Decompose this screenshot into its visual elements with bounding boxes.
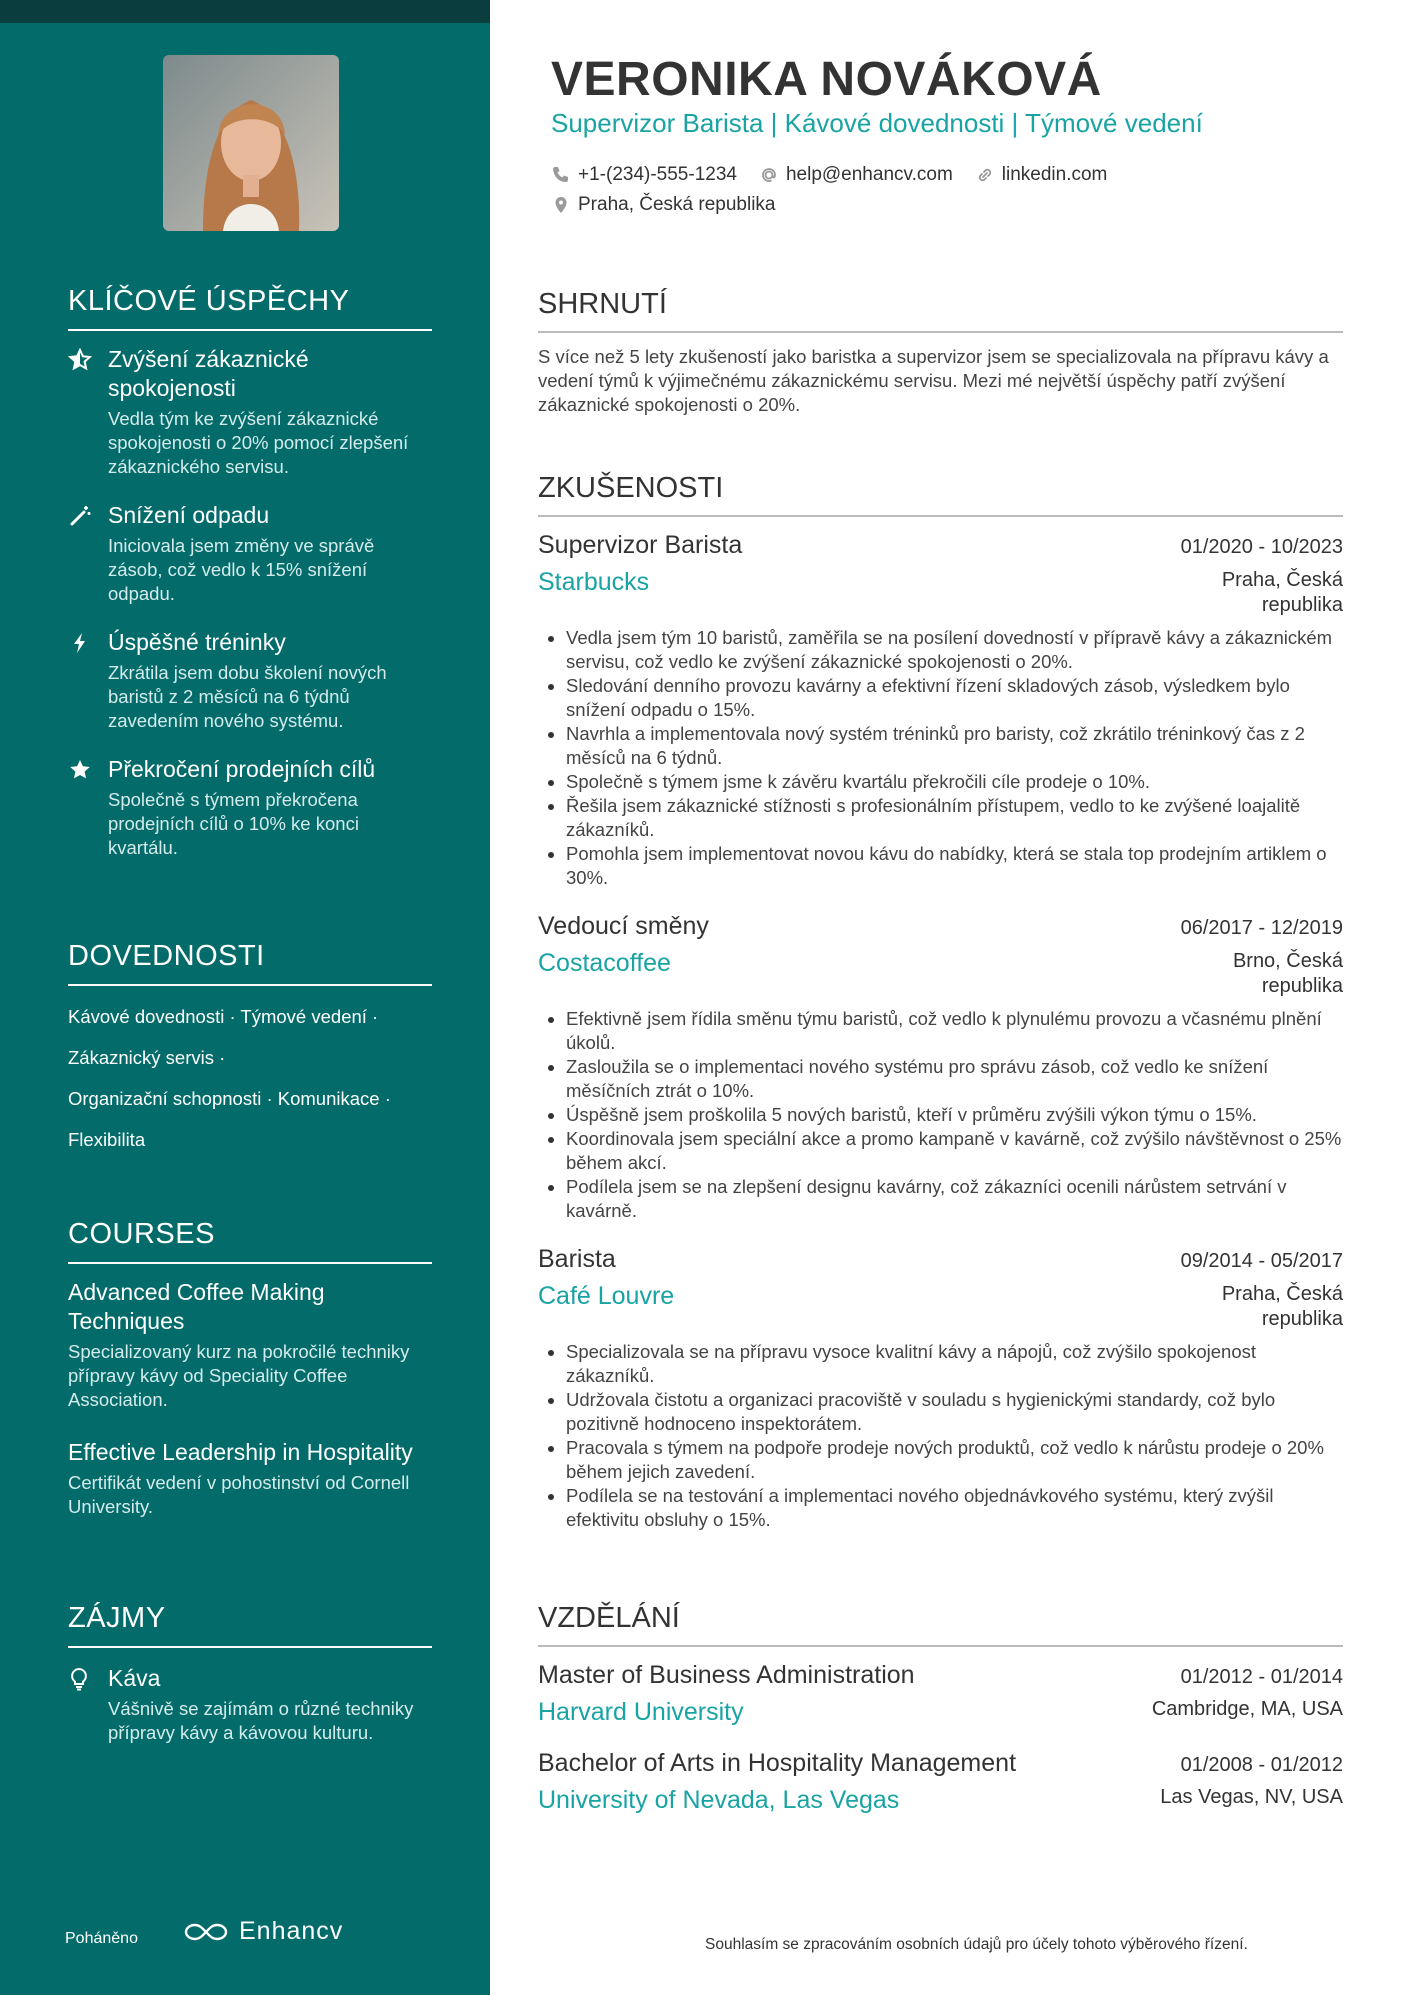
- school: University of Nevada, Las Vegas: [538, 1786, 900, 1814]
- job-role: Supervizor Barista: [538, 531, 743, 559]
- consent-footer: Souhlasím se zpracováním osobních údajů pro účely tohoto výběrového řízení.: [705, 1936, 1248, 1953]
- summary-section: [538, 288, 1343, 417]
- achievement-title: Úspěšné tréninky: [108, 629, 286, 655]
- profile-photo: [163, 55, 339, 231]
- infinity-icon: [183, 1920, 229, 1944]
- job-bullet: • Koordinovala jsem speciální akce a promo kampaně v kavárně, což zvýšilo návštěvnost o 25% během akcí.: [566, 1127, 1343, 1175]
- job-entry: [538, 912, 1343, 1223]
- experience-section: [538, 472, 1343, 1532]
- job-company: Starbucks: [538, 568, 650, 596]
- interest-item: [68, 1664, 432, 1745]
- education-title: VZDĚLÁNÍ: [538, 1602, 1343, 1647]
- achievement-desc: Zkrátila jsem dobu školení nových baristů z 2 měsíců na 6 týdnů zavedením nového systému.: [108, 662, 387, 731]
- courses-section: [68, 1218, 432, 1519]
- achievement-item: [68, 755, 432, 860]
- lightbulb-icon: [68, 1664, 108, 1745]
- interest-title: Káva: [108, 1665, 161, 1691]
- job-company: Café Louvre: [538, 1282, 675, 1310]
- summary-text: S více než 5 lety zkušeností jako baristka a supervizor jsem se specializovala na přípravu kávy a vedení týmů k výjimečnému zákaznickému servisu. Mezi mé největší úspěchy patří zvýšení zákaznické spokojenosti o 20%.: [538, 346, 1329, 415]
- job-entry: [538, 531, 1343, 890]
- skills-list: [68, 996, 432, 1160]
- job-bullet: • Pracovala s týmem na podpoře prodeje nových produktů, což vedlo k nárůstu prodeje o 20% během jejich zavedení.: [566, 1436, 1343, 1484]
- job-bullet: • Podílela jsem se na zlepšení designu kavárny, což zákazníci ocenili nárůstem setrvání v kavárně.: [566, 1175, 1343, 1223]
- candidate-tagline: Supervizor Barista | Kávové dovednosti | Týmové vedení: [551, 108, 1203, 138]
- education-location: Las Vegas, NV, USA: [1160, 1786, 1343, 1808]
- course-desc: Specializovaný kurz na pokročilé techniky přípravy kávy od Speciality Coffee Association.: [68, 1341, 410, 1410]
- degree: Bachelor of Arts in Hospitality Management: [538, 1749, 1017, 1777]
- job-bullet: • Podílela se na testování a implementaci nového objednávkového systému, který zvýšil efektivitu obsluhy o 15%.: [566, 1484, 1343, 1532]
- achievement-title: Snížení odpadu: [108, 502, 270, 528]
- job-bullets: [538, 1007, 1343, 1223]
- experience-title: ZKUŠENOSTI: [538, 472, 1343, 517]
- skills-line: Kávové dovednosti · Týmové vedení ·: [68, 1006, 379, 1027]
- lightning-icon: [68, 628, 108, 733]
- candidate-name: VERONIKA NOVÁKOVÁ: [551, 53, 1102, 106]
- skills-line: Zákaznický servis ·: [68, 1047, 226, 1068]
- linkedin-text: linkedin.com: [1001, 164, 1108, 185]
- achievement-title: Zvýšení zákaznické spokojenosti: [108, 346, 309, 401]
- achievement-desc: Iniciovala jsem změny ve správě zásob, což vedlo k 15% snížení odpadu.: [108, 535, 375, 604]
- job-bullet: • Společně s týmem jsme k závěru kvartálu překročili cíle prodeje o 10%.: [566, 770, 1343, 794]
- powered-by-label: Poháněno: [65, 1930, 138, 1947]
- achievements-title: KLÍČOVÉ ÚSPĚCHY: [68, 285, 432, 331]
- sidebar: [0, 0, 490, 1995]
- linkedin-contact[interactable]: [975, 164, 1108, 186]
- contact-info: [551, 160, 1107, 220]
- job-location: Praha, Česká republika: [1221, 1283, 1343, 1330]
- courses-title: COURSES: [68, 1218, 432, 1264]
- job-company: Costacoffee: [538, 949, 671, 977]
- education-entry: [538, 1661, 1343, 1727]
- job-dates: 09/2014 - 05/2017: [1180, 1250, 1343, 1272]
- job-dates: 01/2020 - 10/2023: [1180, 536, 1343, 558]
- summary-title: SHRNUTÍ: [538, 288, 1343, 333]
- achievement-item: [68, 628, 432, 733]
- job-bullet: • Udržovala čistotu a organizaci pracoviště v souladu s hygienickými standardy, což bylo pozitivně hodnoceno inspektorátem.: [566, 1388, 1343, 1436]
- phone-text: +1-(234)-555-1234: [578, 164, 737, 185]
- job-bullet: • Navrhla a implementovala nový systém tréninků pro baristy, což zkrátilo tréninkový čas z 2 měsíců na 6 týdnů.: [566, 722, 1343, 770]
- education-location: Cambridge, MA, USA: [1151, 1698, 1343, 1720]
- course-desc: Certifikát vedení v pohostinství od Cornell University.: [68, 1472, 410, 1517]
- achievement-desc: Vedla tým ke zvýšení zákaznické spokojenosti o 20% pomocí zlepšení zákaznického servisu.: [108, 408, 409, 477]
- job-bullet: • Řešila jsem zákaznické stížnosti s profesionálním přístupem, vedlo to ke zvýšené loajalitě zákazníků.: [566, 794, 1343, 842]
- interests-section: [68, 1602, 432, 1745]
- location-text: Praha, Česká republika: [578, 194, 776, 215]
- magic-wand-icon: [68, 501, 108, 606]
- achievements-section: [68, 285, 432, 860]
- skills-line: Flexibilita: [68, 1129, 146, 1150]
- skills-section: [68, 940, 432, 1160]
- location-pin-icon: [551, 195, 571, 215]
- interests-title: ZÁJMY: [68, 1602, 432, 1648]
- job-bullet: • Specializovala se na přípravu vysoce kvalitní kávy a nápojů, což zvýšilo spokojenost zákazníků.: [566, 1340, 1343, 1388]
- job-bullet: • Úspěšně jsem proškolila 5 nových baristů, kteří v průměru zvýšili výkon týmu o 15%.: [566, 1103, 1343, 1127]
- skills-line: Organizační schopnosti · Komunikace ·: [68, 1088, 391, 1109]
- star-half-icon: [68, 345, 108, 479]
- job-bullet: • Pomohla jsem implementovat novou kávu do nabídky, která se stala top prodejním artiklem o 30%.: [566, 842, 1343, 890]
- degree: Master of Business Administration: [538, 1661, 915, 1689]
- job-bullet: • Sledování denního provozu kavárny a efektivní řízení skladových zásob, výsledkem bylo snížení odpadu o 15%.: [566, 674, 1343, 722]
- job-dates: 06/2017 - 12/2019: [1180, 917, 1343, 939]
- job-bullet: • Vedla jsem tým 10 baristů, zaměřila se na posílení dovedností v přípravě kávy a zákaznickém servisu, což vedlo ke zvýšení zákaznické spokojenosti o 20%.: [566, 626, 1343, 674]
- job-bullets: [538, 626, 1343, 890]
- at-sign-icon: [759, 165, 779, 185]
- course-title: Effective Leadership in Hospitality: [68, 1439, 413, 1465]
- enhancv-logo[interactable]: [183, 1917, 343, 1946]
- job-entry: [538, 1245, 1343, 1532]
- education-entry: [538, 1749, 1343, 1815]
- achievement-item: [68, 501, 432, 606]
- education-section: [538, 1602, 1343, 1815]
- education-dates: 01/2012 - 01/2014: [1180, 1666, 1343, 1688]
- email-text: help@enhancv.com: [785, 164, 953, 185]
- interest-desc: Vášnivě se zajímám o různé techniky přípravy kávy a kávovou kulturu.: [108, 1698, 414, 1743]
- skills-title: DOVEDNOSTI: [68, 940, 432, 986]
- achievement-title: Překročení prodejních cílů: [108, 756, 376, 782]
- achievement-item: [68, 345, 432, 479]
- achievement-desc: Společně s týmem překročena prodejních cílů o 10% ke konci kvartálu.: [108, 789, 359, 858]
- location-contact: [551, 194, 776, 216]
- phone-icon: [551, 165, 571, 185]
- job-role: Vedoucí směny: [538, 912, 709, 940]
- job-bullets: [538, 1340, 1343, 1532]
- job-bullet: • Zasloužila se o implementaci nového systému pro správu zásob, což vedlo ke snížení měsíčních ztrát o 10%.: [566, 1055, 1343, 1103]
- job-location: Brno, Česká republika: [1232, 950, 1343, 997]
- job-bullet: • Efektivně jsem řídila směnu týmu baristů, což vedlo k plynulému provozu a včasnému plnění úkolů.: [566, 1007, 1343, 1055]
- course-title: Advanced Coffee Making Techniques: [68, 1279, 325, 1334]
- job-role: Barista: [538, 1245, 616, 1273]
- star-icon: [68, 755, 108, 860]
- education-dates: 01/2008 - 01/2012: [1180, 1754, 1343, 1776]
- sidebar-top-bar: [0, 0, 490, 23]
- phone-contact[interactable]: [551, 164, 737, 186]
- brand-name: Enhancv: [239, 1917, 344, 1945]
- school: Harvard University: [538, 1698, 744, 1726]
- job-location: Praha, Česká republika: [1221, 569, 1343, 616]
- email-contact[interactable]: [759, 164, 953, 186]
- link-icon: [975, 165, 995, 185]
